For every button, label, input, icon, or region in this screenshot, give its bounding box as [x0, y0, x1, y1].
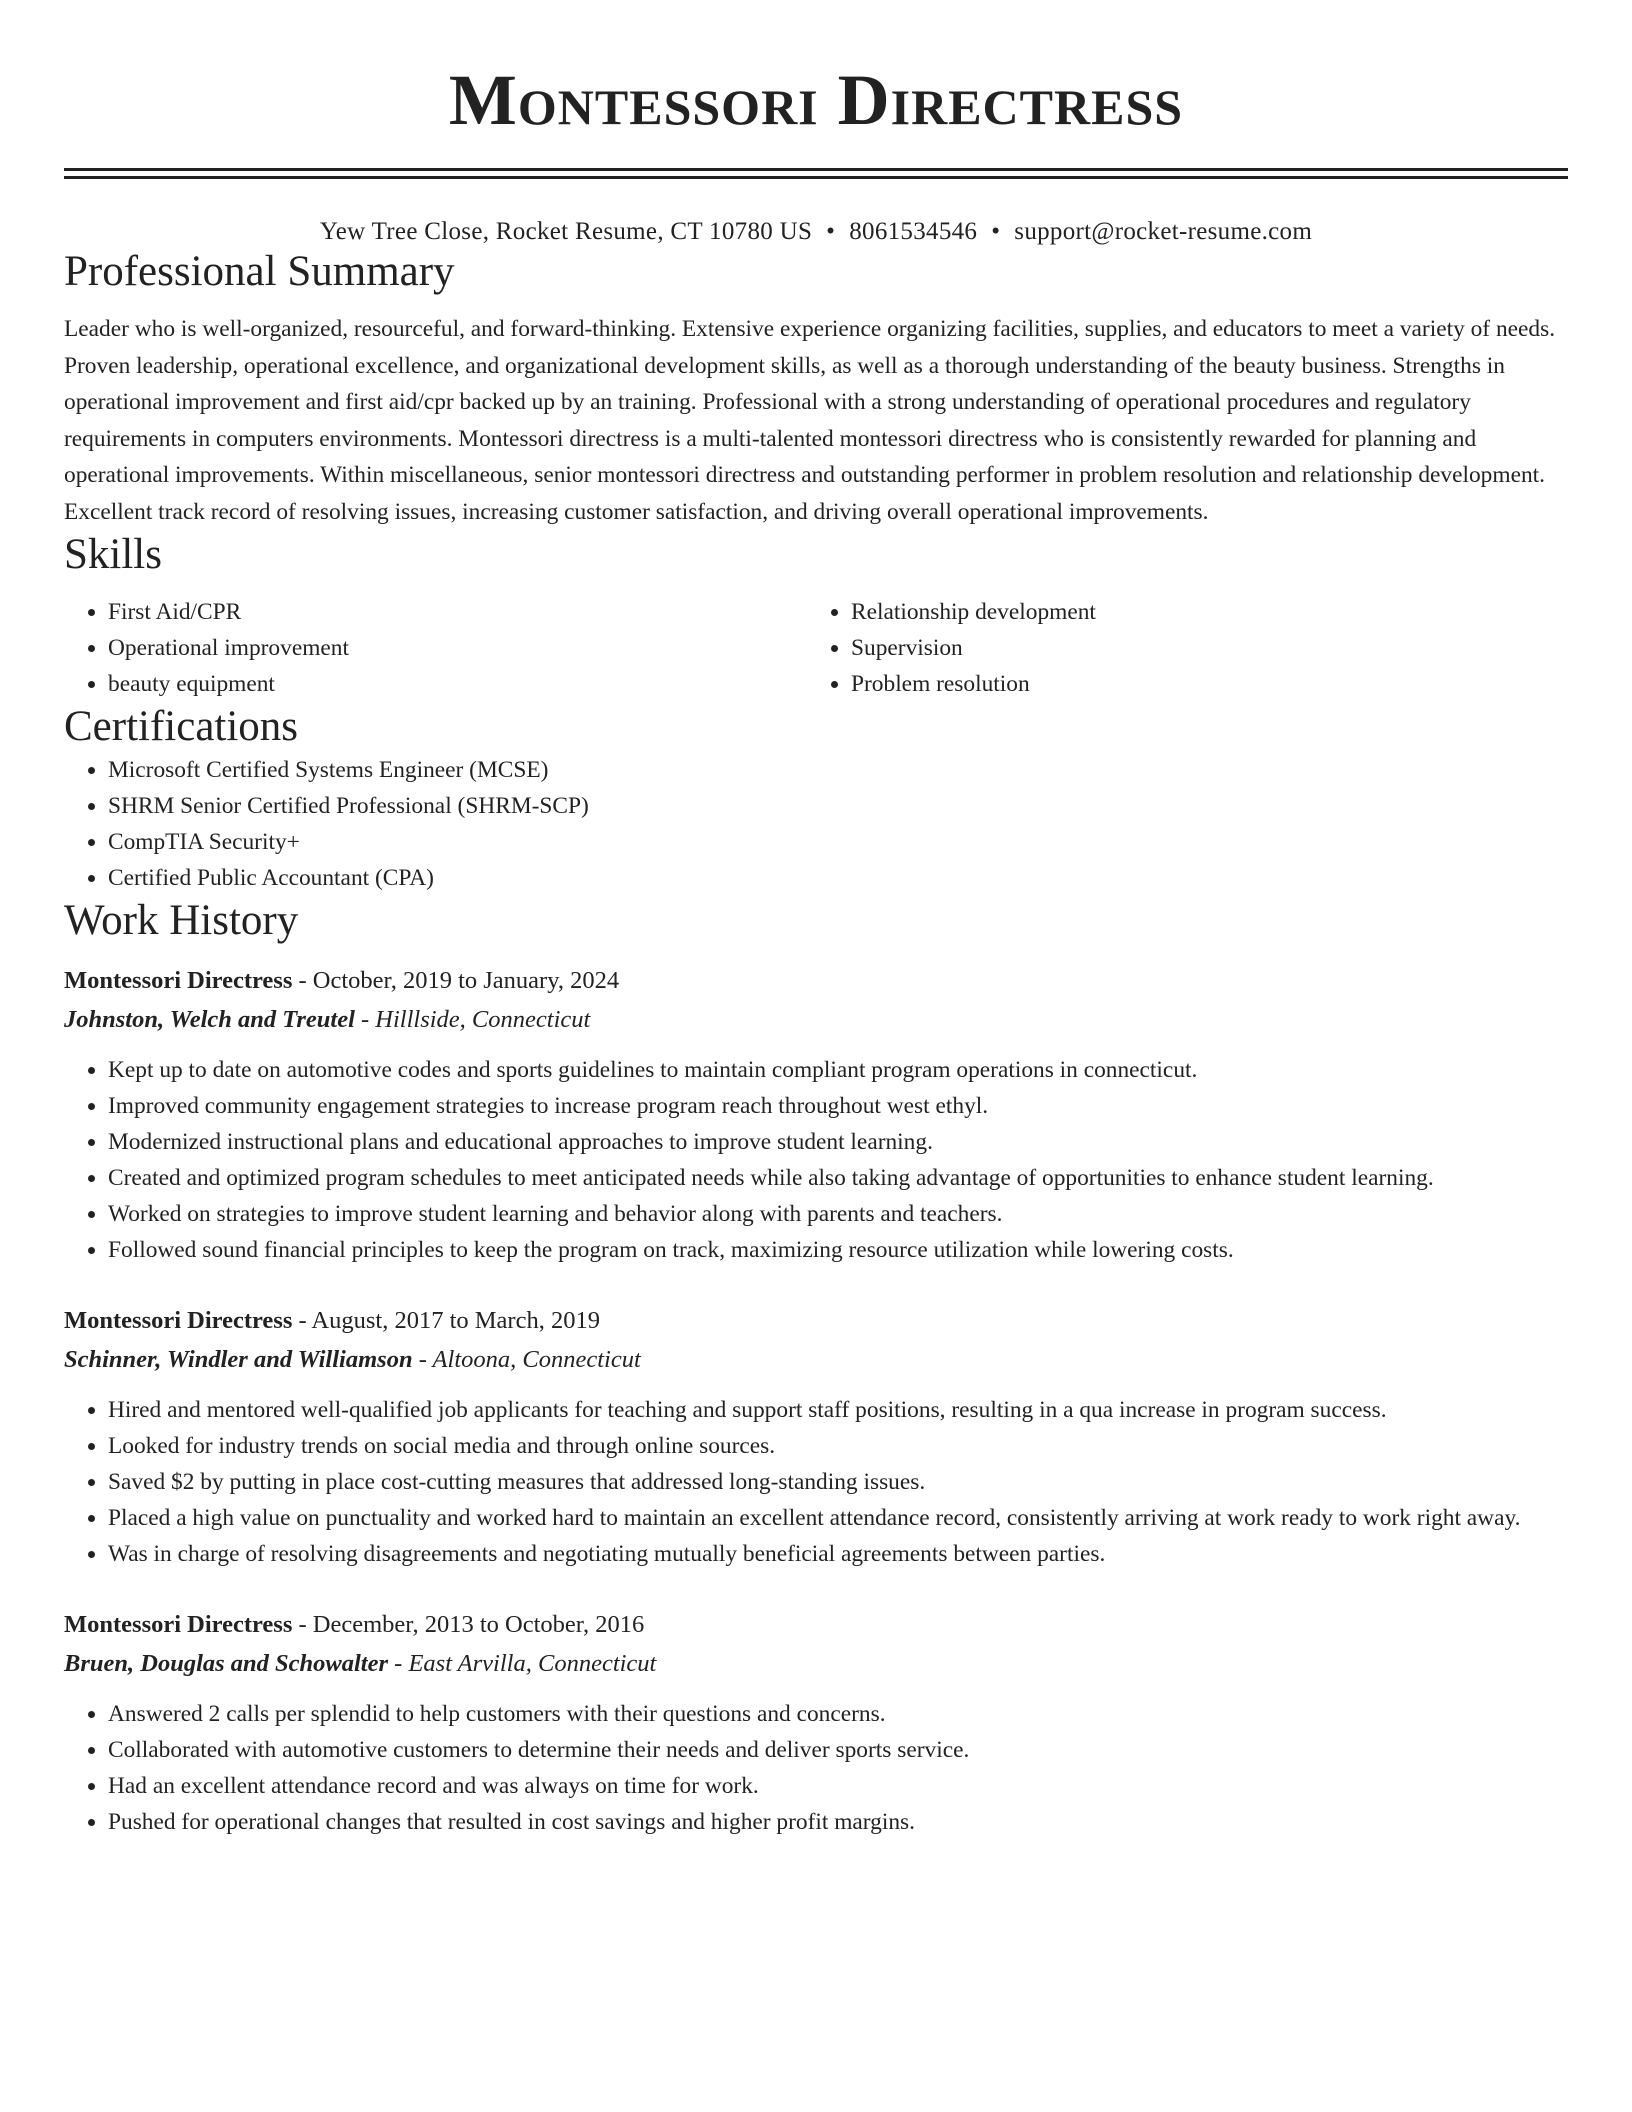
job-dates: - October, 2019 to January, 2024: [292, 967, 620, 994]
section-title-skills: Skills: [64, 531, 162, 578]
job-dates: - August, 2017 to March, 2019: [292, 1307, 600, 1334]
job-company-line: [64, 1340, 1568, 1380]
job-bullet: • Kept up to date on automotive codes and sports guidelines to maintain compliant program operations in connecticut.: [108, 1052, 1568, 1088]
job-title-line: [64, 1302, 1568, 1340]
certification-item: • SHRM Senior Certified Professional (SHRM-SCP): [108, 788, 1568, 824]
certifications-list: [64, 752, 1568, 896]
skill-item: • Problem resolution: [851, 666, 1550, 702]
skills-list-left: [64, 594, 807, 702]
job-company: Johnston, Welch and Treutel: [64, 1006, 355, 1033]
section-title-work-history: Work History: [64, 897, 299, 944]
job-bullet: • Hired and mentored well-qualified job applicants for teaching and support staff positions, resulting in a qua increase in program success.: [108, 1392, 1568, 1428]
contact-separator: •: [991, 218, 1001, 245]
skills-column-left: [64, 594, 807, 702]
contact-address: Yew Tree Close, Rocket Resume, CT 10780 US: [319, 218, 813, 245]
resume-name: Montessori Directress: [448, 60, 1184, 140]
certification-item: • Microsoft Certified Systems Engineer (MCSE): [108, 752, 1568, 788]
skill-item: • Relationship development: [851, 594, 1550, 630]
job-title-line: [64, 1606, 1568, 1644]
job-bullet: • Looked for industry trends on social media and through online sources.: [108, 1428, 1568, 1464]
skills-grid: [64, 594, 1568, 702]
job-location: - East Arvilla, Connecticut: [388, 1650, 657, 1677]
job-location: - Hilllside, Connecticut: [354, 1006, 591, 1033]
contact-line: [64, 217, 1568, 247]
section-title-summary: Professional Summary: [64, 248, 455, 295]
skill-item: • First Aid/CPR: [108, 594, 807, 630]
job-bullets: [64, 1696, 1568, 1840]
job-bullets: [64, 1392, 1568, 1572]
job-company: Schinner, Windler and Williamson: [64, 1346, 413, 1373]
job-entry: [64, 962, 1568, 1268]
skill-item: • Supervision: [851, 630, 1550, 666]
section-title-certifications: Certifications: [64, 703, 299, 750]
header-divider-thin: [64, 176, 1568, 179]
summary-text: Leader who is well-organized, resourceful, and forward-thinking. Extensive experience organizing facilities, supplies, and educators to meet a variety of needs. Proven leadership, operational excellence, and organizational development skills, as well as a thorough understanding of the beauty business. Strengths in operational improvement and first aid/cpr backed up by an training. Professional with a strong understanding of operational procedures and regulatory requirements in computers environments. Montessori directress is a multi-talented montessori directress who is consistently rewarded for planning and operational improvements. Within miscellaneous, senior montessori directress and outstanding performer in problem resolution and relationship development. Excellent track record of resolving issues, increasing customer satisfaction, and driving overall operational improvements.: [64, 316, 1556, 525]
job-bullet: • Created and optimized program schedules to meet anticipated needs while also taking advantage of opportunities to enhance student learning.: [108, 1160, 1568, 1196]
job-title-line: [64, 962, 1568, 1000]
job-company-line: [64, 1644, 1568, 1684]
job-bullet: • Collaborated with automotive customers to determine their needs and deliver sports service.: [108, 1732, 1568, 1768]
contact-separator: •: [826, 218, 836, 245]
header-divider-thick: [64, 168, 1568, 171]
job-bullet: • Saved $2 by putting in place cost-cutting measures that addressed long-standing issues.: [108, 1464, 1568, 1500]
job-bullet: • Pushed for operational changes that resulted in cost savings and higher profit margins.: [108, 1804, 1568, 1840]
job-bullet: • Worked on strategies to improve student learning and behavior along with parents and teachers.: [108, 1196, 1568, 1232]
certification-item: • Certified Public Accountant (CPA): [108, 860, 1568, 896]
certification-item: • CompTIA Security+: [108, 824, 1568, 860]
job-role: Montessori Directress: [64, 1307, 293, 1334]
job-bullet: • Answered 2 calls per splendid to help customers with their questions and concerns.: [108, 1696, 1568, 1732]
skill-item: • Operational improvement: [108, 630, 807, 666]
skill-item: • beauty equipment: [108, 666, 807, 702]
contact-email: support@rocket-resume.com: [1014, 218, 1313, 245]
job-entry: [64, 1302, 1568, 1572]
job-dates: - December, 2013 to October, 2016: [292, 1611, 645, 1638]
skills-column-right: [807, 594, 1550, 702]
job-location: - Altoona, Connecticut: [412, 1346, 641, 1373]
job-bullet: • Improved community engagement strategies to increase program reach throughout west ethyl.: [108, 1088, 1568, 1124]
job-company: Bruen, Douglas and Schowalter: [64, 1650, 389, 1677]
resume-page: [64, 0, 1568, 1840]
job-bullets: [64, 1052, 1568, 1268]
job-role: Montessori Directress: [64, 1611, 293, 1638]
skills-list-right: [807, 594, 1550, 702]
job-bullet: • Was in charge of resolving disagreements and negotiating mutually beneficial agreements between parties.: [108, 1536, 1568, 1572]
job-bullet: • Modernized instructional plans and educational approaches to improve student learning.: [108, 1124, 1568, 1160]
job-bullet: • Followed sound financial principles to keep the program on track, maximizing resource utilization while lowering costs.: [108, 1232, 1568, 1268]
job-bullet: • Had an excellent attendance record and was always on time for work.: [108, 1768, 1568, 1804]
job-role: Montessori Directress: [64, 967, 293, 994]
job-company-line: [64, 1000, 1568, 1040]
contact-phone: 8061534546: [849, 218, 978, 245]
job-bullet: • Placed a high value on punctuality and worked hard to maintain an excellent attendance record, consistently arriving at work ready to work right away.: [108, 1500, 1568, 1536]
job-entry: [64, 1606, 1568, 1840]
